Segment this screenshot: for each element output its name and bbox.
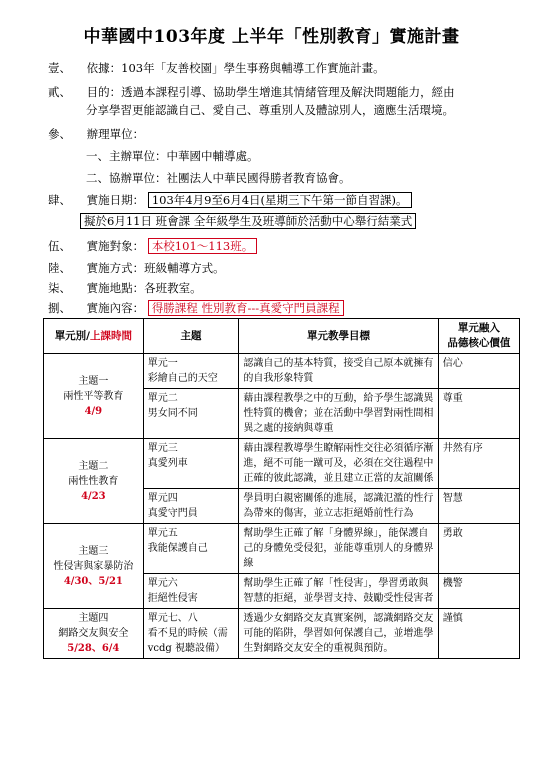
unit-number: 單元六 — [147, 578, 178, 589]
value-cell: 智慧 — [438, 489, 519, 524]
theme-cell — [44, 439, 144, 524]
target-label: 實施對象： — [86, 239, 145, 253]
page-title: 中華國中103年度 上半年「性別教育」實施計畫 — [83, 27, 460, 47]
theme-cell — [44, 354, 144, 439]
section-number: 參、 — [48, 127, 71, 141]
unit-name: 看不見的時候（需 vcdg 視聽設備） — [147, 628, 228, 654]
value-cell: 信心 — [438, 354, 519, 389]
unit-number: 單元二 — [147, 393, 178, 404]
unit-name: 拒絕性侵害 — [147, 593, 198, 604]
date-note-line — [80, 213, 416, 229]
goal-cell: 認識自己的基本特質，接受自己原本就擁有的自我形象特質 — [239, 354, 438, 389]
unit-number: 單元五 — [147, 528, 178, 539]
basis-text: 依據：103年「友善校園」學生事務與輔導工作實施計畫。 — [86, 61, 385, 75]
section-date — [48, 192, 412, 208]
unit-number: 單元七、八 — [147, 613, 198, 624]
table-header-row — [44, 319, 520, 354]
org-label: 辦理單位： — [86, 127, 145, 141]
unit-name: 男女同不同 — [147, 408, 198, 419]
header-theme — [44, 319, 144, 354]
date-value: 103年4月9至6月4日(星期三下午第一節自習課)。 — [148, 192, 412, 208]
goal-cell: 幫助學生正確了解「性侵害」，學習勇敢與智慧的拒絕，並學習支持、鼓勵受性侵害者 — [239, 574, 438, 609]
unit-name: 真愛列車 — [147, 458, 188, 469]
header-unit: 主題 — [143, 319, 239, 354]
section-content — [48, 300, 344, 316]
unit-cell — [143, 354, 239, 389]
theme-cell — [44, 524, 144, 609]
header-theme-label: 單元別/ — [54, 329, 91, 342]
value-cell: 機警 — [438, 574, 519, 609]
unit-name: 真愛守門員 — [147, 508, 198, 519]
table-row — [44, 609, 520, 659]
unit-cell — [143, 389, 239, 439]
unit-number: 單元一 — [147, 358, 178, 369]
unit-cell — [143, 439, 239, 489]
theme-title: 主題一 — [78, 375, 109, 387]
header-value-label-1: 單元融入 — [457, 322, 500, 334]
theme-date: 4/30、5/21 — [63, 575, 123, 587]
unit-cell — [143, 489, 239, 524]
unit-cell — [143, 609, 239, 659]
theme-name: 兩性平等教育 — [63, 390, 124, 402]
goal-cell: 藉由課程教學之中的互動，給予學生認識異性特質的機會；並在活動中學習對兩性間相異之處的接納與尊重 — [239, 389, 438, 439]
section-basis — [48, 60, 385, 76]
header-value-label-2: 品德核心價值 — [447, 337, 511, 349]
section-org — [48, 126, 144, 142]
theme-name: 網路交友與安全 — [58, 628, 129, 639]
theme-date: 4/9 — [84, 405, 103, 417]
section-target — [48, 238, 257, 254]
theme-title: 主題三 — [78, 545, 109, 557]
unit-number: 單元四 — [147, 493, 178, 504]
value-cell: 尊重 — [438, 389, 519, 439]
section-purpose — [48, 84, 455, 100]
section-method — [48, 260, 225, 276]
goal-cell: 藉由課程教導學生瞭解兩性交往必須循序漸進，絕不可能一蹴可及，必須在交往過程中正確的彼此認識，並且建立正當的友誼關係 — [239, 439, 438, 489]
section-number: 柒、 — [48, 281, 71, 295]
goal-cell: 透過少女網路交友真實案例，認識網路交友可能的陷阱，學習如何保護自己，並增進學生對網路交友安全的重視與預防。 — [239, 609, 438, 659]
theme-cell — [44, 609, 144, 659]
unit-number: 單元三 — [147, 443, 178, 454]
header-time-label: 上課時間 — [90, 329, 133, 342]
date-note: 擬於6月11日 班會課 全年級學生及班導師於活動中心舉行結業式 — [80, 213, 416, 229]
value-cell: 井然有序 — [438, 439, 519, 489]
section-number: 陸、 — [48, 261, 71, 275]
section-number: 捌、 — [48, 301, 71, 315]
purpose-text-1: 目的：透過本課程引導、協助學生增進其情緒管理及解決問題能力，經由 — [86, 85, 455, 99]
unit-name: 彩繪自己的天空 — [147, 373, 218, 384]
table-row — [44, 524, 520, 574]
table-row — [44, 354, 520, 389]
theme-title: 主題四 — [78, 613, 109, 624]
content-value: 得勝課程 性別教育---真愛守門員課程 — [148, 300, 344, 316]
section-number: 肆、 — [48, 193, 71, 207]
table-row — [44, 439, 520, 489]
theme-date: 5/28、6/4 — [67, 643, 120, 654]
content-label: 實施內容： — [86, 301, 145, 315]
curriculum-table — [43, 318, 520, 659]
value-cell: 謹慎 — [438, 609, 519, 659]
method-text: 實施方式：班級輔導方式。 — [86, 261, 225, 275]
section-number: 壹、 — [48, 61, 71, 75]
target-value: 本校101～113班。 — [148, 238, 257, 254]
org-co: 二、協辦單位：社團法人中華民國得勝者教育協會。 — [86, 171, 351, 185]
date-label: 實施日期： — [86, 193, 145, 207]
purpose-text-2: 分享學習更能認識自己、愛自己、尊重別人及體諒別人，適應生活環境。 — [86, 103, 454, 117]
goal-cell: 幫助學生正確了解「身體界線」，能保護自己的身體免受侵犯，並能尊重別人的身體界線 — [239, 524, 438, 574]
unit-name: 我能保護自己 — [147, 543, 208, 554]
section-place — [48, 280, 202, 296]
theme-name: 兩性性教育 — [68, 475, 119, 487]
goal-cell: 學員明白親密關係的進展，認識氾濫的性行為帶來的傷害，並立志拒絕婚前性行為 — [239, 489, 438, 524]
section-number: 伍、 — [48, 239, 71, 253]
theme-title: 主題二 — [78, 460, 109, 472]
header-value — [438, 319, 519, 354]
header-goal: 單元教學目標 — [239, 319, 438, 354]
place-text: 實施地點：各班教室。 — [86, 281, 202, 295]
org-host: 一、主辦單位：中華國中輔導處。 — [86, 149, 259, 163]
unit-cell — [143, 524, 239, 574]
value-cell: 勇敢 — [438, 524, 519, 574]
section-number: 貳、 — [48, 85, 71, 99]
theme-name: 性侵害與家暴防治 — [53, 560, 134, 572]
unit-cell — [143, 574, 239, 609]
theme-date: 4/23 — [81, 490, 106, 502]
